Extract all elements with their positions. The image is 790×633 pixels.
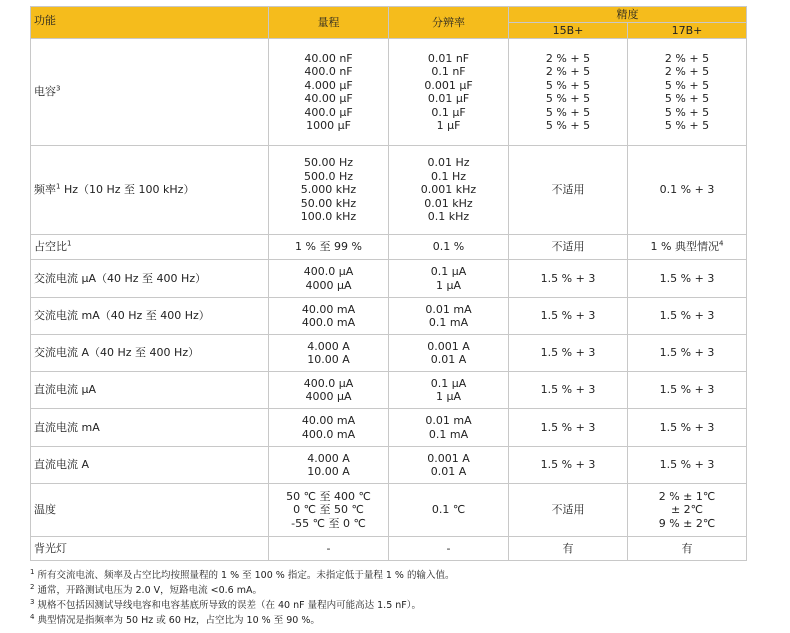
spec-table bbox=[30, 6, 747, 561]
header-15b: 15B+ bbox=[509, 23, 628, 39]
cell-line: 1 % 典型情况$^4$ bbox=[650, 239, 724, 254]
resolution-cell bbox=[389, 447, 509, 484]
accuracy-15b-cell bbox=[509, 260, 628, 298]
accuracy-15b-cell bbox=[509, 39, 628, 146]
cell-line: 0.01 nF bbox=[427, 51, 470, 65]
cell-line: 400.0 μA bbox=[303, 265, 354, 278]
cell-line: 1.5 % + 3 bbox=[540, 271, 596, 285]
cell-line: 1.5 % + 3 bbox=[540, 309, 596, 323]
cell-line: 0.1 kHz bbox=[427, 210, 470, 224]
cell-line: 50 ℃ 至 400 ℃ bbox=[286, 489, 371, 503]
footnote-number: 4 bbox=[30, 612, 35, 621]
table-row bbox=[31, 298, 747, 335]
cell-line: 1 % 至 99 % bbox=[295, 240, 362, 254]
cell-line: 1000 μF bbox=[306, 119, 351, 132]
cell-line: 5 % + 5 bbox=[545, 78, 591, 92]
function-label: 交流电流 mA（40 Hz 至 400 Hz） bbox=[34, 309, 210, 323]
cell-line: 0.001 A bbox=[427, 451, 470, 465]
accuracy-17b-cell bbox=[628, 39, 747, 146]
cell-line: 1.5 % + 3 bbox=[540, 420, 596, 434]
cell-line: 40.00 nF bbox=[304, 51, 353, 65]
cell-line: 0 ℃ 至 50 ℃ bbox=[293, 503, 364, 517]
cell-line: 0.001 μF bbox=[424, 78, 473, 92]
cell-line: ± 2℃ bbox=[670, 503, 704, 517]
function-suffix: Hz（10 Hz 至 100 kHz） bbox=[60, 183, 195, 197]
cell-line: 5 % + 5 bbox=[545, 105, 591, 119]
footnote bbox=[30, 598, 770, 613]
cell-line: 1.5 % + 3 bbox=[659, 271, 715, 285]
cell-line: 1 μA bbox=[435, 278, 462, 292]
footnote-text: 典型情况是指频率为 50 Hz 或 60 Hz，占空比为 10 % 至 90 %。 bbox=[34, 615, 320, 626]
cell-line: 40.00 mA bbox=[301, 414, 356, 427]
function-cell bbox=[31, 484, 269, 537]
cell-line: 5 % + 5 bbox=[664, 105, 710, 119]
cell-line: 1.5 % + 3 bbox=[540, 346, 596, 360]
range-cell bbox=[269, 335, 389, 372]
function-cell bbox=[31, 235, 269, 260]
accuracy-17b-cell bbox=[628, 447, 747, 484]
function-label: 交流电流 μA（40 Hz 至 400 Hz） bbox=[34, 271, 207, 285]
range-cell bbox=[269, 39, 389, 146]
cell-line: - bbox=[446, 541, 451, 555]
function-cell bbox=[31, 260, 269, 298]
cell-line: 400.0 μF bbox=[304, 105, 353, 119]
cell-line: -55 ℃ 至 0 ℃ bbox=[291, 516, 366, 530]
header-17b: 17B+ bbox=[628, 23, 747, 39]
cell-line: - bbox=[326, 541, 331, 555]
cell-line: 1.5 % + 3 bbox=[659, 346, 715, 360]
cell-line: 0.1 mA bbox=[428, 427, 469, 441]
function-label: 交流电流 A（40 Hz 至 400 Hz） bbox=[34, 346, 200, 360]
header-resolution: 分辨率 bbox=[389, 7, 509, 39]
cell-line: 不适用 bbox=[551, 240, 585, 254]
cell-line: 9 % ± 2℃ bbox=[658, 516, 716, 530]
cell-line: 不适用 bbox=[551, 503, 585, 517]
cell-line: 500.0 Hz bbox=[303, 169, 354, 183]
spec-table-body bbox=[31, 39, 747, 561]
cell-line: 2 % ± 1℃ bbox=[658, 489, 716, 503]
cell-line: 0.1 μF bbox=[431, 105, 466, 119]
function-cell bbox=[31, 537, 269, 561]
cell-line: 50.00 kHz bbox=[300, 196, 357, 210]
range-cell bbox=[269, 260, 389, 298]
cell-line: 0.01 mA bbox=[425, 414, 472, 427]
footnote-ref: 1 bbox=[56, 182, 61, 191]
range-cell bbox=[269, 235, 389, 260]
cell-line: 2 % + 5 bbox=[664, 51, 710, 65]
footnotes bbox=[30, 568, 770, 628]
cell-line: 40.00 mA bbox=[301, 302, 356, 316]
cell-line: 0.1 μA bbox=[430, 376, 467, 390]
cell-line: 1 μA bbox=[435, 390, 462, 403]
range-cell bbox=[269, 537, 389, 561]
footnote-ref: 4 bbox=[718, 239, 724, 248]
table-row bbox=[31, 409, 747, 447]
spec-table-container bbox=[30, 6, 746, 561]
footnote-ref: 3 bbox=[56, 84, 61, 93]
accuracy-17b-cell bbox=[628, 235, 747, 260]
range-cell bbox=[269, 409, 389, 447]
accuracy-15b-cell bbox=[509, 235, 628, 260]
cell-line: 0.1 mA bbox=[428, 316, 469, 329]
accuracy-17b-cell bbox=[628, 298, 747, 335]
cell-line: 0.01 A bbox=[430, 465, 467, 478]
cell-line: 0.1 % + 3 bbox=[659, 183, 715, 197]
function-label: 频率 bbox=[34, 183, 56, 197]
footnote-text: 所有交流电流、频率及占空比均按照量程的 1 % 至 100 % 指定。未指定低于量程 1 % 的输入值。 bbox=[34, 570, 455, 581]
footnote bbox=[30, 583, 770, 598]
cell-line: 0.1 Hz bbox=[430, 169, 467, 183]
footnote-text: 规格不包括因测试导线电容和电容基底所导致的误差（在 40 nF 量程内可能高达 1.5 nF）。 bbox=[34, 600, 422, 611]
function-label: 直流电流 A bbox=[34, 458, 90, 472]
resolution-cell bbox=[389, 146, 509, 235]
cell-line: 4000 μA bbox=[305, 278, 352, 292]
table-row bbox=[31, 484, 747, 537]
cell-line: 0.01 A bbox=[430, 353, 467, 366]
accuracy-15b-cell bbox=[509, 484, 628, 537]
cell-line: 5 % + 5 bbox=[545, 92, 591, 105]
table-row bbox=[31, 537, 747, 561]
cell-line: 5 % + 5 bbox=[545, 119, 591, 132]
function-cell bbox=[31, 409, 269, 447]
resolution-cell bbox=[389, 335, 509, 372]
header-range: 量程 bbox=[269, 7, 389, 39]
accuracy-17b-cell bbox=[628, 335, 747, 372]
resolution-cell bbox=[389, 409, 509, 447]
resolution-cell bbox=[389, 537, 509, 561]
accuracy-15b-cell bbox=[509, 537, 628, 561]
cell-line: 1.5 % + 3 bbox=[540, 383, 596, 397]
cell-line: 0.001 A bbox=[427, 339, 470, 353]
cell-line: 4000 μA bbox=[305, 390, 352, 403]
cell-line: 400.0 nF bbox=[304, 65, 353, 78]
function-cell bbox=[31, 39, 269, 146]
cell-line: 0.1 μA bbox=[430, 265, 467, 278]
cell-line: 1.5 % + 3 bbox=[659, 309, 715, 323]
resolution-cell bbox=[389, 372, 509, 409]
cell-line: 0.1 % bbox=[432, 240, 465, 254]
function-cell bbox=[31, 335, 269, 372]
resolution-cell bbox=[389, 484, 509, 537]
cell-line: 0.001 kHz bbox=[420, 183, 477, 197]
cell-line: 100.0 kHz bbox=[300, 210, 357, 224]
cell-line: 2 % + 5 bbox=[545, 51, 591, 65]
resolution-cell bbox=[389, 298, 509, 335]
table-row bbox=[31, 260, 747, 298]
footnote bbox=[30, 568, 770, 583]
cell-line: 1.5 % + 3 bbox=[659, 383, 715, 397]
range-cell bbox=[269, 146, 389, 235]
accuracy-17b-cell bbox=[628, 146, 747, 235]
cell-line: 10.00 A bbox=[307, 353, 350, 366]
cell-line: 10.00 A bbox=[307, 465, 350, 478]
cell-line: 5 % + 5 bbox=[664, 78, 710, 92]
footnote-text: 通常，开路测试电压为 2.0 V，短路电流 <0.6 mA。 bbox=[34, 585, 262, 596]
cell-line: 1 μF bbox=[436, 119, 461, 132]
table-row bbox=[31, 39, 747, 146]
footnote-number: 3 bbox=[30, 597, 35, 606]
cell-line: 2 % + 5 bbox=[545, 65, 591, 78]
cell-line: 50.00 Hz bbox=[303, 156, 354, 170]
range-cell bbox=[269, 372, 389, 409]
accuracy-15b-cell bbox=[509, 335, 628, 372]
cell-line: 4.000 A bbox=[307, 339, 350, 353]
cell-line: 2 % + 5 bbox=[664, 65, 710, 78]
table-row bbox=[31, 447, 747, 484]
accuracy-17b-cell bbox=[628, 260, 747, 298]
cell-line: 0.01 μF bbox=[427, 92, 470, 105]
cell-line: 1.5 % + 3 bbox=[540, 458, 596, 472]
function-label: 电容 bbox=[34, 85, 56, 99]
cell-line: 5 % + 5 bbox=[664, 119, 710, 132]
cell-line: 0.01 kHz bbox=[424, 196, 473, 210]
table-row bbox=[31, 146, 747, 235]
resolution-cell bbox=[389, 235, 509, 260]
cell-line: 不适用 bbox=[551, 183, 585, 197]
cell-line: 4.000 A bbox=[307, 451, 350, 465]
footnote-number: 1 bbox=[30, 567, 35, 576]
function-label: 背光灯 bbox=[34, 541, 67, 555]
footnote-ref: 1 bbox=[67, 239, 72, 248]
cell-line: 400.0 mA bbox=[301, 316, 356, 329]
accuracy-15b-cell bbox=[509, 447, 628, 484]
footnote-number: 2 bbox=[30, 582, 35, 591]
accuracy-15b-cell bbox=[509, 372, 628, 409]
cell-line: 有 bbox=[681, 541, 693, 555]
range-cell bbox=[269, 447, 389, 484]
cell-line: 0.01 Hz bbox=[427, 156, 470, 170]
accuracy-15b-cell bbox=[509, 409, 628, 447]
footnote bbox=[30, 613, 770, 628]
function-cell bbox=[31, 298, 269, 335]
function-label: 温度 bbox=[34, 503, 56, 517]
resolution-cell bbox=[389, 39, 509, 146]
accuracy-17b-cell bbox=[628, 372, 747, 409]
cell-line: 5.000 kHz bbox=[300, 183, 357, 197]
accuracy-17b-cell bbox=[628, 537, 747, 561]
cell-line: 0.01 mA bbox=[425, 302, 472, 316]
cell-line: 1.5 % + 3 bbox=[659, 458, 715, 472]
function-label: 直流电流 μA bbox=[34, 383, 97, 397]
range-cell bbox=[269, 484, 389, 537]
table-row bbox=[31, 335, 747, 372]
accuracy-17b-cell bbox=[628, 484, 747, 537]
function-cell bbox=[31, 447, 269, 484]
function-cell bbox=[31, 146, 269, 235]
accuracy-17b-cell bbox=[628, 409, 747, 447]
cell-line: 5 % + 5 bbox=[664, 92, 710, 105]
table-row bbox=[31, 372, 747, 409]
function-cell bbox=[31, 372, 269, 409]
accuracy-15b-cell bbox=[509, 146, 628, 235]
cell-line: 有 bbox=[562, 541, 574, 555]
cell-line: 0.1 ℃ bbox=[431, 503, 466, 517]
cell-line: 400.0 mA bbox=[301, 427, 356, 441]
cell-line: 1.5 % + 3 bbox=[659, 420, 715, 434]
range-cell bbox=[269, 298, 389, 335]
table-row bbox=[31, 235, 747, 260]
cell-line: 400.0 μA bbox=[303, 376, 354, 390]
header-function: 功能 bbox=[31, 7, 269, 39]
cell-line: 0.1 nF bbox=[431, 65, 466, 78]
cell-line: 40.00 μF bbox=[304, 92, 353, 105]
function-label: 直流电流 mA bbox=[34, 420, 100, 434]
header-row bbox=[31, 7, 747, 23]
header-accuracy: 精度 bbox=[509, 7, 747, 23]
cell-line: 4.000 μF bbox=[304, 78, 353, 92]
accuracy-15b-cell bbox=[509, 298, 628, 335]
resolution-cell bbox=[389, 260, 509, 298]
function-label: 占空比 bbox=[34, 240, 67, 254]
